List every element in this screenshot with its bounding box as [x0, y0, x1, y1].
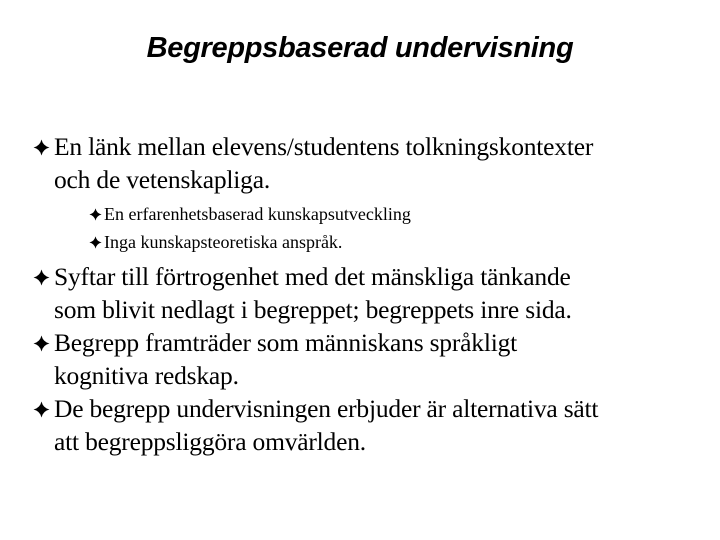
bullet-text-line: Syftar till förtrogenhet med det mänskliga tänkande: [54, 262, 571, 291]
diamond-bullet-icon: [32, 260, 54, 293]
bullet-item: [32, 392, 712, 458]
bullet-text-line: och de vetenskapliga.: [54, 165, 271, 194]
bullet-text-line: En länk mellan elevens/studentens tolkningskontexter: [54, 132, 594, 161]
bullet-text-line: att begreppsliggöra omvärlden.: [54, 427, 366, 456]
sub-bullet-item: [32, 228, 712, 256]
bullet-text-line: kognitiva redskap.: [54, 361, 239, 390]
bullet-item: [32, 260, 712, 326]
diamond-bullet-icon: [32, 326, 54, 359]
slide-title: Begreppsbaserad undervisning: [146, 32, 574, 64]
bullet-text-line: som blivit nedlagt i begreppet; begreppets inre sida.: [54, 295, 572, 324]
diamond-bullet-icon: [89, 228, 104, 256]
bullet-item: [32, 326, 712, 392]
bullet-list: [32, 130, 712, 458]
bullet-item: [32, 130, 712, 196]
sub-bullet-item: [32, 200, 712, 228]
sub-bullet-text: En erfarenhetsbaserad kunskapsutveckling: [104, 204, 411, 224]
diamond-bullet-icon: [32, 392, 54, 425]
diamond-bullet-icon: [89, 200, 104, 228]
bullet-text-line: Begrepp framträder som människans språkligt: [54, 328, 518, 357]
diamond-bullet-icon: [32, 130, 54, 163]
bullet-text-line: De begrepp undervisningen erbjuder är alternativa sätt: [54, 394, 599, 423]
sub-bullet-text: Inga kunskapsteoretiska anspråk.: [104, 232, 343, 252]
